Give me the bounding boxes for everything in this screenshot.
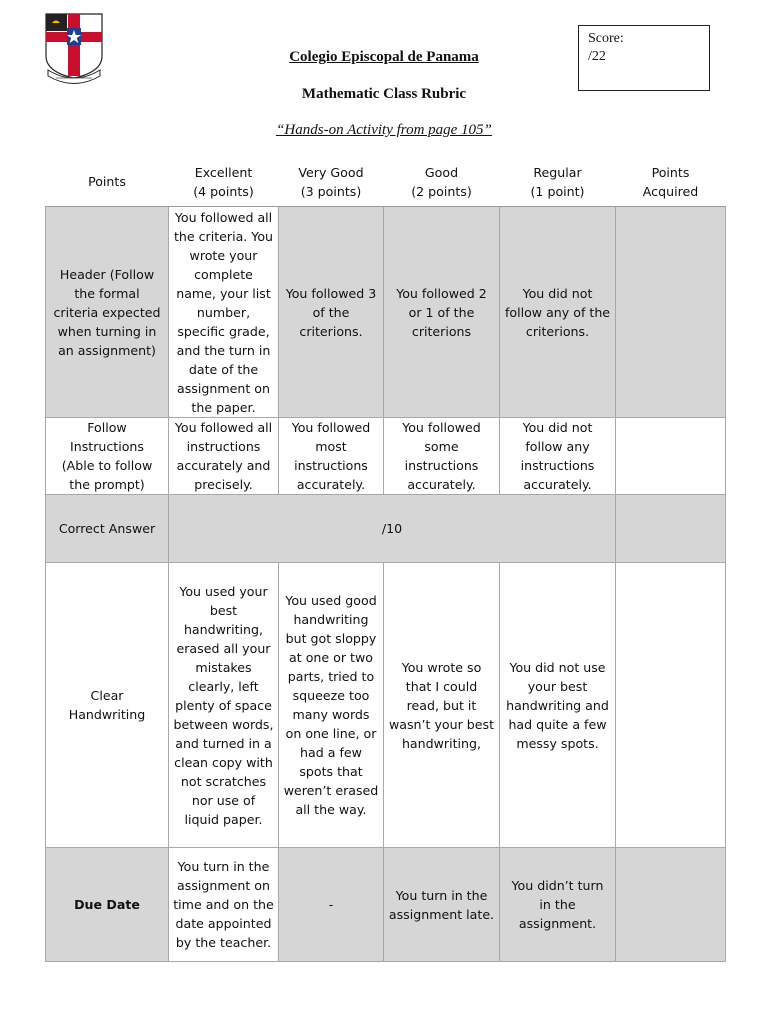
rubric-title: Mathematic Class Rubric: [301, 86, 467, 102]
cell-due-date-acquired: [616, 848, 726, 962]
cell-header-excellent: You followed all the criteria. You wrote your complete name, your list number, specific grade, and the turn in date of the assignment on the paper.: [169, 207, 279, 418]
cell-handwriting-acquired: [616, 563, 726, 848]
column-header-regular: Regular (1 point): [500, 157, 616, 207]
column-header-excellent: Excellent (4 points): [169, 157, 279, 207]
cell-handwriting-very-good: You used good handwriting but got sloppy at one or two parts, tried to squeeze too many words on one line, or had a few spots that weren’t erased all the way.: [279, 563, 384, 848]
cell-due-date-very-good: -: [279, 848, 384, 962]
criterion-header: Header (Follow the formal criteria expected when turning in an assignment): [46, 207, 169, 418]
cell-due-date-good: You turn in the assignment late.: [384, 848, 500, 962]
cell-header-good: You followed 2 or 1 of the criterions: [384, 207, 500, 418]
criterion-correct-answer: Correct Answer: [46, 495, 169, 563]
table-row-handwriting: [46, 563, 726, 848]
column-header-very-good: Very Good (3 points): [279, 157, 384, 207]
criterion-due-date: Due Date: [46, 848, 169, 962]
table-row-due-date: [46, 848, 726, 962]
score-total: /22: [588, 49, 606, 64]
cell-correct-answer-acquired: [616, 495, 726, 563]
activity-title: “Hands-on Activity from page 105”: [276, 122, 492, 138]
score-label: Score:: [588, 31, 624, 46]
cell-due-date-regular: You didn’t turn in the assignment.: [500, 848, 616, 962]
cell-instructions-excellent: You followed all instructions accurately and precisely.: [169, 418, 279, 495]
cell-handwriting-excellent: You used your best handwriting, erased all your mistakes clearly, left plenty of space between words, and turned in a clean copy with not scratches nor use of liquid paper.: [169, 563, 279, 848]
cell-header-acquired: [616, 207, 726, 418]
criterion-instructions: Follow Instructions (Able to follow the prompt): [46, 418, 169, 495]
cell-due-date-excellent: You turn in the assignment on time and on the date appointed by the teacher.: [169, 848, 279, 962]
cell-header-very-good: You followed 3 of the criterions.: [279, 207, 384, 418]
cell-instructions-good: You followed some instructions accurately.: [384, 418, 500, 495]
cell-instructions-acquired: [616, 418, 726, 495]
column-header-points-acquired: Points Acquired: [616, 157, 726, 207]
table-row-instructions: [46, 418, 726, 495]
cell-handwriting-regular: You did not use your best handwriting and had quite a few messy spots.: [500, 563, 616, 848]
column-header-points: Points: [46, 157, 169, 207]
column-header-good: Good (2 points): [384, 157, 500, 207]
table-row-header: [46, 207, 726, 418]
cell-correct-answer-score: /10: [169, 495, 616, 563]
cell-handwriting-good: You wrote so that I could read, but it wasn’t your best handwriting,: [384, 563, 500, 848]
rubric-table: [45, 157, 726, 962]
table-row-correct-answer: [46, 495, 726, 563]
cell-header-regular: You did not follow any of the criterions.: [500, 207, 616, 418]
cell-instructions-very-good: You followed most instructions accurately.: [279, 418, 384, 495]
table-header-row: [46, 157, 726, 207]
cell-instructions-regular: You did not follow any instructions accurately.: [500, 418, 616, 495]
criterion-handwriting: Clear Handwriting: [46, 563, 169, 848]
school-name: Colegio Episcopal de Panama: [289, 49, 479, 65]
